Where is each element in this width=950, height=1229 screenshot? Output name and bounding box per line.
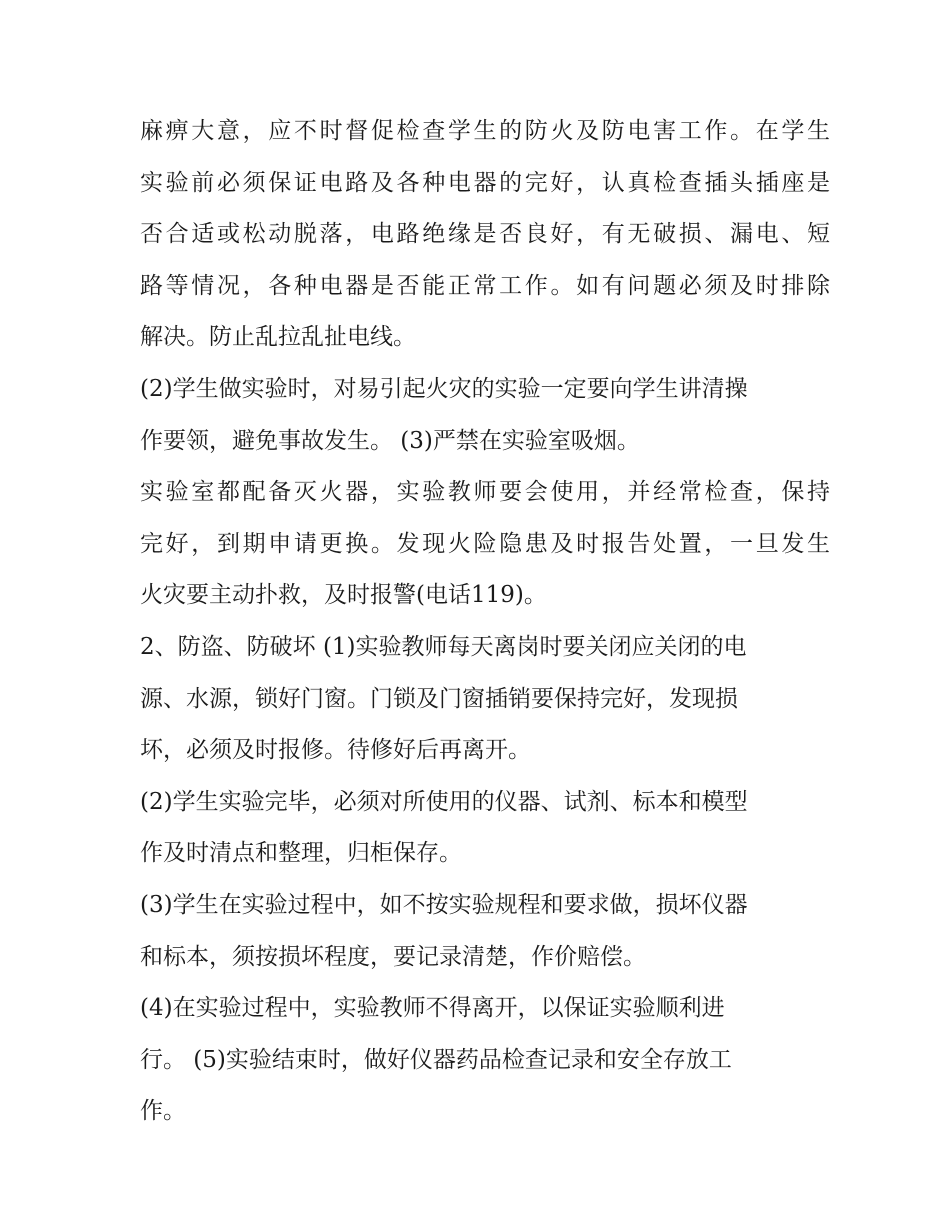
text-line: 完好，到期申请更换。发现火险隐患及时报告处置，一旦发生 — [140, 530, 830, 557]
text-line: (4)在实验过程中，实验教师不得离开，以保证实验顺利进 — [140, 995, 725, 1022]
text-line: 作要领，避免事故发生。 (3)严禁在实验室吸烟。 — [140, 427, 640, 454]
text-line: 实验前必须保证电路及各种电器的完好，认真检查插头插座是 — [140, 169, 830, 196]
text-line: (3)学生在实验过程中，如不按实验规程和要求做，损坏仪器 — [140, 891, 748, 918]
text-line: 实验室都配备灭火器，实验教师要会使用，并经常检查，保持 — [140, 479, 830, 506]
text-line: 和标本，须按损坏程度，要记录清楚，作价赔偿。 — [140, 943, 646, 970]
text-line: (2)学生做实验时，对易引起火灾的实验一定要向学生讲清操 — [140, 375, 748, 402]
text-line: 否合适或松动脱落，电路绝缘是否良好，有无破损、漏电、短 — [140, 221, 830, 248]
text-line: 麻痹大意，应不时督促检查学生的防火及防电害工作。在学生 — [140, 118, 830, 144]
body-text — [140, 106, 830, 1138]
text-line: 火灾要主动扑救，及时报警(电话119)。 — [140, 582, 547, 609]
text-line: 路等情况，各种电器是否能正常工作。如有问题必须及时排除 — [140, 272, 830, 299]
text-line: 行。 (5)实验结束时，做好仪器药品检查记录和安全存放工 — [140, 1046, 732, 1073]
text-line: 解决。防止乱拉乱扯电线。 — [140, 324, 416, 351]
text-line: 2、防盗、防破坏 (1)实验教师每天离岗时要关闭应关闭的电 — [140, 633, 747, 660]
text-line: (2)学生实验完毕，必须对所使用的仪器、试剂、标本和模型 — [140, 788, 748, 815]
text-line: 作及时清点和整理，归柜保存。 — [140, 840, 462, 867]
text-line: 坏，必须及时报修。待修好后再离开。 — [140, 737, 531, 764]
text-line: 源、水源，锁好门窗。门锁及门窗插销要保持完好，发现损 — [140, 685, 738, 712]
text-line: 作。 — [140, 1098, 186, 1125]
